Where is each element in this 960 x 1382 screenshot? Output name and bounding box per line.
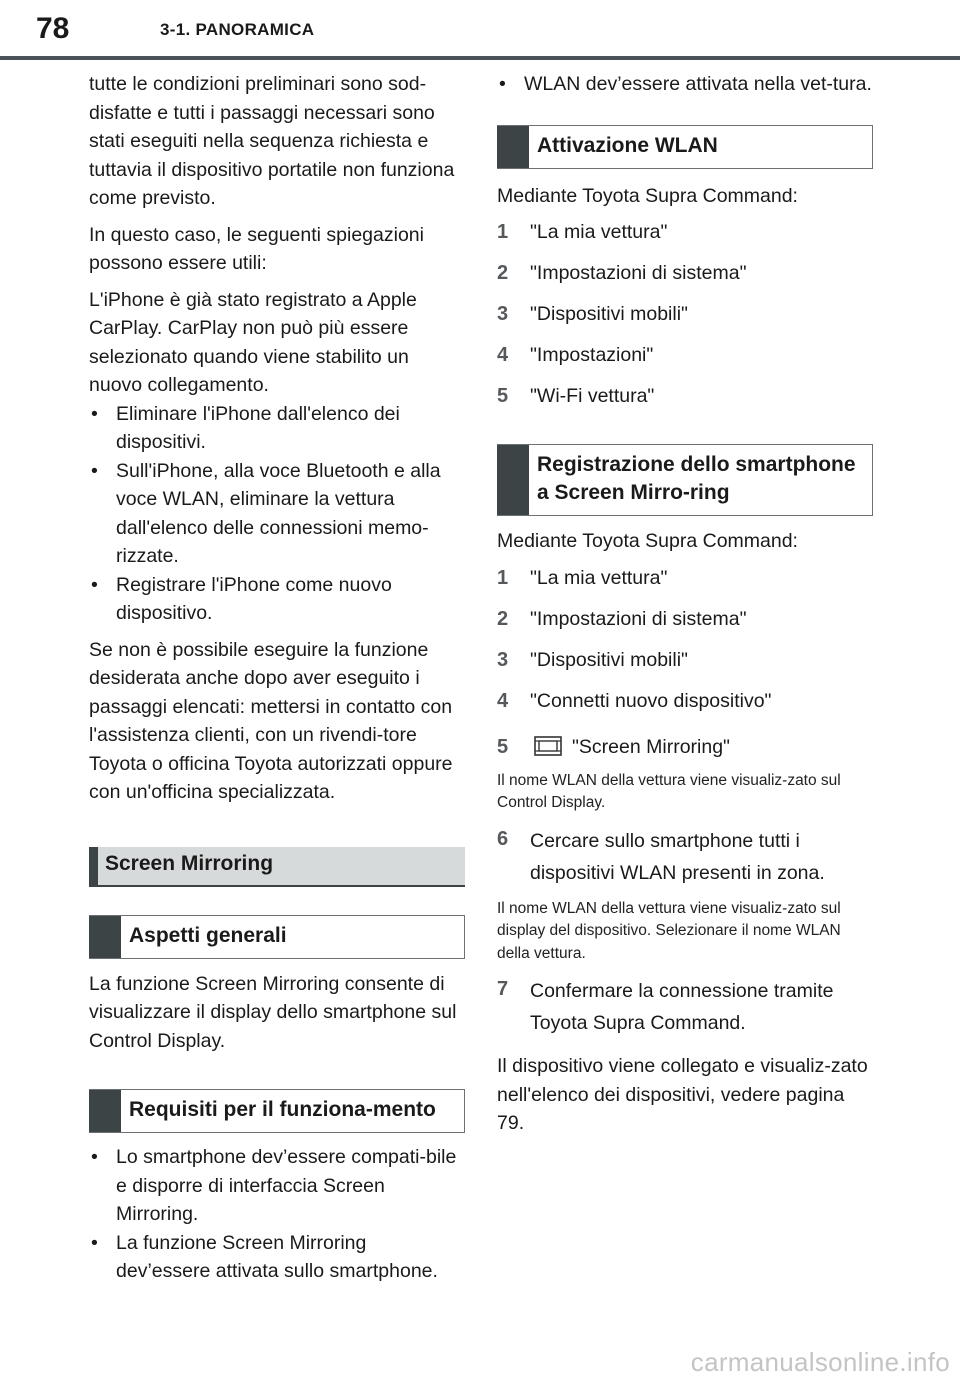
heading-bar [89, 916, 121, 958]
step-text: "Screen Mirroring" [572, 735, 730, 758]
heading-attivazione-wlan [497, 125, 873, 169]
step-number: 5 [497, 385, 509, 407]
step-number: 3 [497, 648, 509, 671]
note-text: Il nome WLAN della vettura viene visualiz-zato sul display del dispositivo. Selezionare il nome WLAN della vettura. [497, 899, 841, 962]
step-text: "Connetti nuovo dispositivo" [530, 689, 772, 712]
heading-bar [497, 126, 529, 168]
wlan-bullets [497, 70, 873, 99]
step-item [497, 341, 873, 369]
list-item: • Eliminare l'iPhone dall'elenco dei dispositivi. [89, 400, 465, 457]
step-item [497, 825, 873, 889]
heading-registrazione [497, 444, 873, 516]
list-item: • Registrare l'iPhone come nuovo dispositivo. [89, 571, 465, 628]
step-text: "Impostazioni" [530, 344, 654, 366]
aspetti-paragraph: La funzione Screen Mirroring consente di visualizzare il display dello smartphone sul Control Display. [89, 972, 457, 1052]
via-command-text: Mediante Toyota Supra Command: [497, 184, 798, 207]
step-number: 4 [497, 689, 509, 712]
step-number: 3 [497, 303, 509, 325]
list-item: • Sull'iPhone, alla voce Bluetooth e alla voce WLAN, eliminare la vettura dall'elenco delle connessioni memo-rizzate. [89, 457, 465, 571]
step-text: Cercare sullo smartphone tutti i dispositivi WLAN presenti in zona. [530, 829, 825, 884]
heading-label: Aspetti generali [129, 923, 287, 947]
section-title: 3-1. PANORAMICA [160, 20, 315, 39]
step-number: 7 [497, 978, 509, 1000]
heading-label: Attivazione WLAN [537, 133, 718, 157]
step-item [497, 687, 873, 715]
header-rule [0, 56, 960, 60]
step-number: 1 [497, 566, 509, 589]
left-column [89, 70, 465, 1294]
step-text: Confermare la connessione tramite Toyota Supra Command. [530, 980, 834, 1034]
screen-mirroring-icon [534, 736, 562, 756]
step-item [497, 382, 873, 410]
list-item: • La funzione Screen Mirroring dev’essere attivata sullo smartphone. [89, 1229, 465, 1286]
step-text: "Impostazioni di sistema" [530, 262, 747, 284]
help-paragraph: In questo caso, le seguenti spiegazioni possono essere utili: [89, 223, 424, 274]
list-item: • WLAN dev’essere attivata nella vet-tura. [497, 70, 873, 99]
note-text: Il nome WLAN della vettura viene visualiz-zato sul Control Display. [497, 771, 841, 811]
step-item [497, 605, 873, 633]
heading-label: Requisiti per il funziona-mento [129, 1098, 436, 1121]
step-text: "Wi-Fi vettura" [530, 385, 655, 407]
heading-bar [89, 1090, 121, 1132]
right-column [497, 70, 873, 1138]
iphone-bullets [89, 400, 465, 628]
step-text: "Dispositivi mobili" [530, 303, 688, 325]
registration-steps [497, 564, 873, 761]
step-text: "La mia vettura" [530, 566, 668, 589]
watermark: carmanualsonline.info [690, 1347, 950, 1377]
heading-label: Screen Mirroring [105, 851, 274, 875]
via-command-text: Mediante Toyota Supra Command: [497, 530, 798, 552]
heading-requisiti [89, 1089, 465, 1133]
list-item: • Lo smartphone dev’essere compati-bile e disporre di interfaccia Screen Mirroring. [89, 1143, 465, 1229]
page-header [0, 0, 960, 60]
step-text: "Dispositivi mobili" [530, 648, 688, 671]
step-item [497, 218, 873, 246]
step-item [497, 646, 873, 674]
step-number: 5 [497, 735, 509, 758]
heading-bar [89, 847, 98, 885]
page-number: 78 [36, 12, 70, 45]
step-number: 1 [497, 221, 509, 243]
requisiti-bullets [89, 1143, 465, 1286]
step-text: "La mia vettura" [530, 221, 668, 243]
step-item [497, 300, 873, 328]
step-number: 4 [497, 344, 509, 366]
step-text: "Impostazioni di sistema" [530, 607, 747, 630]
step-item [497, 733, 873, 761]
step-number: 2 [497, 607, 509, 630]
step-item [497, 975, 873, 1039]
heading-aspetti-generali [89, 915, 465, 959]
step-number: 2 [497, 262, 509, 284]
step-item [497, 259, 873, 287]
heading-screen-mirroring [89, 847, 465, 887]
iphone-paragraph: L'iPhone è già stato registrato a Apple CarPlay. CarPlay non può più essere selezionato quando viene stabilito un nuovo collegamento. [89, 288, 417, 396]
step-text-wrap [530, 733, 873, 761]
step-item [497, 564, 873, 592]
wlan-steps [497, 218, 873, 410]
step-number: 6 [497, 827, 509, 850]
heading-bar [497, 445, 529, 515]
contact-paragraph: Se non è possibile eseguire la funzione desiderata anche dopo aver eseguito i passaggi elencati: mettersi in contatto con l'assistenza clienti, con un rivendi-tore Toyota o officina Toyota autorizzati oppure con un'officina specializzata. [89, 638, 453, 803]
intro-paragraph: tutte le condizioni preliminari sono sod-disfatte e tutti i passaggi necessari sono stati eseguiti nella sequenza richiesta e tuttavia il dispositivo portatile non funziona come previsto. [89, 73, 455, 209]
closing-paragraph: Il dispositivo viene collegato e visualiz-zato nell'elenco dei dispositivi, vedere pagina 79. [497, 1055, 868, 1134]
heading-label: Registrazione dello smartphone a Screen Mirro-ring [537, 453, 856, 504]
